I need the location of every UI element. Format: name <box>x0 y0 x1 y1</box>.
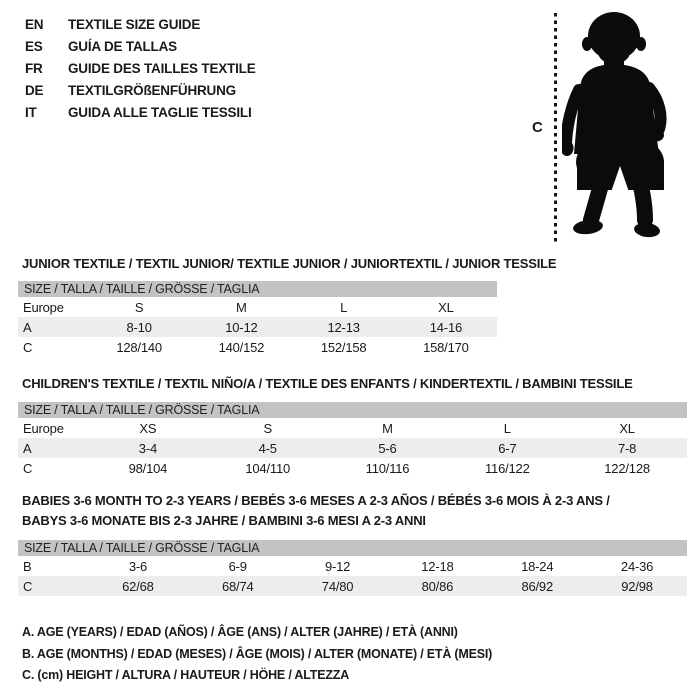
lang-row-it <box>25 101 256 123</box>
section-title-junior: JUNIOR TEXTILE / TEXTIL JUNIOR/ TEXTILE JUNIOR / JUNIORTEXTIL / JUNIOR TESSILE <box>22 256 557 271</box>
age-cell: 10-12 <box>225 319 258 335</box>
lang-code: FR <box>25 60 43 76</box>
table-row-months <box>18 556 687 576</box>
size-cell: M <box>236 299 247 315</box>
height-cell: 80/86 <box>421 578 454 594</box>
height-cell: 62/68 <box>122 578 154 594</box>
section-title-children: CHILDREN'S TEXTILE / TEXTIL NIÑO/A / TEXTILE DES ENFANTS / KINDERTEXTIL / BAMBINI TESSILE <box>22 376 633 391</box>
note-height-cm: C. (cm) HEIGHT / ALTURA / HAUTEUR / HÖHE / ALTEZZA <box>22 668 350 682</box>
months-cell: 6-9 <box>228 558 247 574</box>
size-cell: XL <box>619 420 635 436</box>
table-row-europe <box>18 297 497 317</box>
lang-row-fr <box>25 57 256 79</box>
babies-size-table <box>18 540 687 596</box>
size-cell: XL <box>438 299 454 315</box>
note-age-years: A. AGE (YEARS) / EDAD (AÑOS) / ÂGE (ANS) / ALTER (JAHRE) / ETÀ (ANNI) <box>22 625 458 639</box>
table-row-age <box>18 438 687 458</box>
height-cell: 158/170 <box>423 339 469 355</box>
table-row-height <box>18 458 687 478</box>
height-cell: 116/122 <box>484 460 530 476</box>
size-cell: M <box>382 420 393 436</box>
height-cell: 110/116 <box>365 460 410 476</box>
table-row-height <box>18 337 497 357</box>
legend-notes <box>22 625 492 690</box>
language-title-list <box>25 13 256 123</box>
lang-row-es <box>25 35 256 57</box>
junior-size-table <box>18 281 497 357</box>
months-cell: 24-36 <box>620 558 654 574</box>
age-cell: 8-10 <box>126 319 152 335</box>
size-cell: L <box>340 299 348 315</box>
section-title-babies: BABIES 3-6 MONTH TO 2-3 YEARS / BEBÉS 3-6 MESES A 2-3 AÑOS / BÉBÉS 3-6 MOIS À 2-3 ANS / BABYS 3-6 MONATE BIS 2-3 JAHRE / BAMBINI 3-6 MESI A 2-3 ANNI <box>22 493 610 528</box>
row-label: B <box>23 558 32 574</box>
age-cell: 12-13 <box>327 319 360 335</box>
height-cell: 68/74 <box>221 578 254 594</box>
height-cell: 152/158 <box>320 339 367 355</box>
months-cell: 18-24 <box>521 558 554 574</box>
height-cell: 128/140 <box>116 339 162 355</box>
months-cell: 9-12 <box>324 558 351 574</box>
row-label: Europe <box>23 299 64 315</box>
age-cell: 14-16 <box>429 319 462 335</box>
table-row-age <box>18 317 497 337</box>
size-table-header: SIZE / TALLA / TAILLE / GRÖSSE / TAGLIA <box>18 402 687 418</box>
lang-row-de <box>25 79 256 101</box>
lang-title: TEXTILGRÖßENFÜHRUNG <box>68 82 236 98</box>
row-label: C <box>23 460 33 476</box>
lang-title: GUIDE DES TAILLES TEXTILE <box>68 60 256 76</box>
lang-code: EN <box>25 16 44 32</box>
height-cell: 92/98 <box>621 578 653 594</box>
size-table-header: SIZE / TALLA / TAILLE / GRÖSSE / TAGLIA <box>18 540 687 556</box>
age-cell: 5-6 <box>378 440 397 456</box>
toddler-silhouette-icon <box>562 8 694 246</box>
height-cell: 74/80 <box>321 578 354 594</box>
table-row-europe <box>18 418 687 438</box>
height-measure-line <box>554 13 557 244</box>
table-row-height <box>18 576 687 596</box>
size-cell: S <box>134 299 144 315</box>
children-size-table <box>18 402 687 478</box>
size-cell: L <box>503 420 511 436</box>
size-table-header: SIZE / TALLA / TAILLE / GRÖSSE / TAGLIA <box>18 281 497 297</box>
lang-code: IT <box>25 104 37 120</box>
age-cell: 4-5 <box>258 440 277 456</box>
row-label: C <box>23 339 33 355</box>
lang-row-en <box>25 13 256 35</box>
height-cell: 104/110 <box>245 460 291 476</box>
months-cell: 3-6 <box>128 558 148 574</box>
height-cell: 122/128 <box>604 460 650 476</box>
row-label: A <box>23 319 32 335</box>
size-cell: XS <box>139 420 157 436</box>
months-cell: 12-18 <box>421 558 454 574</box>
size-cell: S <box>263 420 272 436</box>
lang-code: ES <box>25 38 43 54</box>
row-label: C <box>23 578 33 594</box>
age-cell: 7-8 <box>617 440 637 456</box>
height-cell: 140/152 <box>218 339 265 355</box>
height-measure-label: C <box>532 119 543 136</box>
height-cell: 86/92 <box>521 578 553 594</box>
note-age-months: B. AGE (MONTHS) / EDAD (MESES) / ÂGE (MOIS) / ALTER (MONATE) / ETÀ (MESI) <box>22 646 493 661</box>
height-cell: 98/104 <box>128 460 168 476</box>
age-cell: 6-7 <box>498 440 517 456</box>
age-cell: 3-4 <box>138 440 157 456</box>
row-label: A <box>23 440 32 456</box>
lang-title: GUÍA DE TALLAS <box>68 38 177 54</box>
lang-code: DE <box>25 82 44 98</box>
lang-title: TEXTILE SIZE GUIDE <box>68 16 201 32</box>
lang-title: GUIDA ALLE TAGLIE TESSILI <box>68 104 252 120</box>
row-label: Europe <box>23 420 64 436</box>
